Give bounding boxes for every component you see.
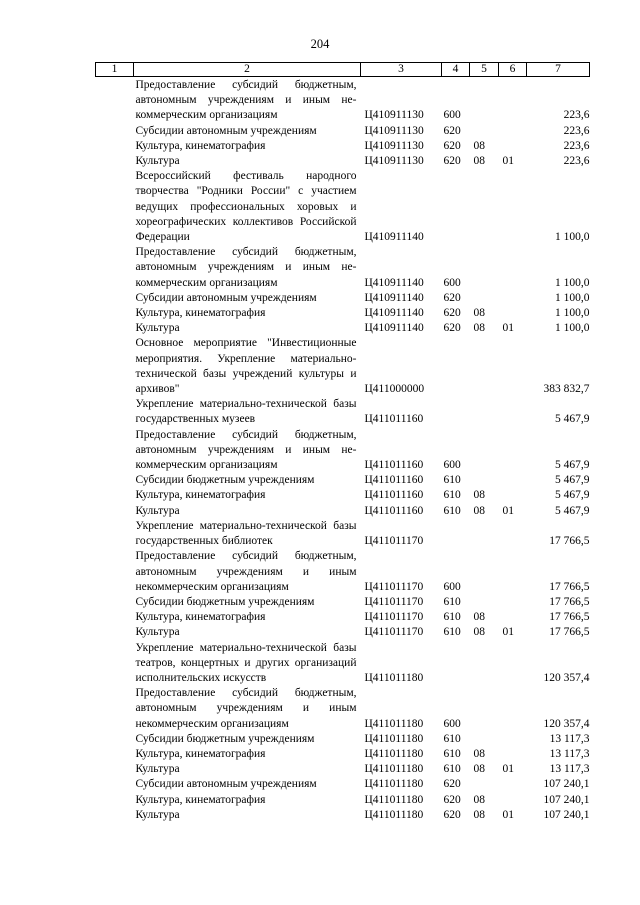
cell-pr (499, 732, 527, 747)
cell-rz: 08 (473, 504, 485, 517)
cell-kvr: 620 (443, 778, 461, 791)
cell-empty (96, 306, 134, 321)
cell-name: Предоставление субсидий бюджетным, автономным учреждениям и иным некоммерческим организациям (135, 687, 357, 730)
cell-sum: 5 467,9 (555, 474, 590, 487)
table-row (96, 124, 590, 139)
cell-code: Ц411011170 (364, 626, 424, 639)
cell-kvr (442, 519, 470, 549)
cell-pr (499, 139, 527, 154)
cell-rz (470, 77, 499, 124)
cell-rz: 08 (473, 489, 485, 502)
cell-kvr: 600 (443, 109, 461, 122)
cell-sum: 5 467,9 (555, 489, 590, 502)
cell-pr (499, 686, 527, 732)
table-row (96, 808, 590, 823)
cell-empty (96, 139, 134, 154)
cell-kvr: 620 (443, 322, 461, 335)
cell-sum: 107 240,1 (543, 793, 590, 806)
cell-sum: 17 766,5 (549, 580, 590, 593)
table-row (96, 336, 590, 397)
cell-sum: 13 117,3 (549, 763, 590, 776)
cell-kvr: 610 (443, 489, 461, 502)
cell-name: Укрепление материально-технической базы театров, концертных и других организаций исполнительских искусств (135, 641, 357, 684)
cell-pr (499, 291, 527, 306)
table-row (96, 504, 590, 519)
cell-empty (96, 519, 134, 549)
cell-name: Предоставление субсидий бюджетным, автономным учреждениям и иным не-коммерческим организациям (135, 428, 357, 472)
table-row (96, 245, 590, 291)
cell-name: Культура, кинематография (135, 489, 266, 502)
cell-rz: 08 (473, 793, 485, 806)
cell-kvr (442, 169, 470, 245)
cell-kvr: 610 (443, 611, 461, 624)
cell-pr (499, 519, 527, 549)
cell-name: Культура, кинематография (135, 747, 266, 760)
cell-name: Предоставление субсидий бюджетным, автономным учреждениям и иным некоммерческим организациям (135, 550, 357, 593)
cell-code: Ц411011170 (364, 535, 424, 548)
cell-name: Культура (135, 504, 180, 517)
cell-kvr: 620 (443, 307, 461, 320)
cell-empty (96, 154, 134, 169)
cell-name: Основное мероприятие "Инвестиционные мероприятия. Укрепление материально-технической базы учреждений культуры и архивов" (135, 337, 357, 396)
cell-sum: 5 467,9 (555, 504, 590, 517)
cell-kvr: 610 (443, 504, 461, 517)
table-row (96, 321, 590, 336)
cell-kvr: 620 (443, 808, 461, 821)
page-number: 204 (310, 37, 330, 51)
column-header-2: 2 (134, 63, 361, 77)
cell-rz: 08 (473, 155, 485, 168)
cell-kvr (442, 397, 470, 427)
cell-pr (499, 245, 527, 291)
cell-kvr: 610 (443, 626, 461, 639)
cell-empty (96, 549, 134, 595)
table-row (96, 777, 590, 792)
header-row (96, 63, 590, 77)
cell-empty (96, 473, 134, 488)
cell-rz: 08 (473, 808, 485, 821)
table-row (96, 549, 590, 595)
cell-name: Предоставление субсидий бюджетным, автономным учреждениям и иным не-коммерческим организациям (135, 246, 357, 289)
cell-empty (96, 397, 134, 427)
cell-pr (499, 747, 527, 762)
cell-rz (470, 336, 499, 397)
table-row (96, 473, 590, 488)
cell-code: Ц410911140 (364, 231, 424, 244)
cell-pr (499, 610, 527, 625)
cell-rz (470, 549, 499, 595)
cell-kvr: 620 (443, 139, 461, 152)
cell-rz (470, 519, 499, 549)
cell-code: Ц410911130 (364, 109, 424, 122)
table-row (96, 641, 590, 687)
cell-name: Культура (135, 808, 180, 821)
cell-pr: 01 (502, 322, 514, 335)
budget-table (95, 62, 590, 823)
cell-empty (96, 77, 134, 124)
cell-rz: 08 (473, 307, 485, 320)
cell-code: Ц411011160 (364, 489, 424, 502)
table-row (96, 169, 590, 245)
cell-name: Укрепление материально-технической базы государственных музеев (135, 398, 357, 426)
cell-empty (96, 625, 134, 640)
cell-rz: 08 (473, 139, 485, 152)
cell-pr (499, 428, 527, 474)
cell-code: Ц411011180 (364, 717, 424, 730)
table-row (96, 610, 590, 625)
table-row (96, 747, 590, 762)
cell-empty (96, 777, 134, 792)
cell-pr (499, 124, 527, 139)
cell-code: Ц411011180 (364, 763, 424, 776)
cell-code: Ц410911130 (364, 139, 424, 152)
cell-pr (499, 488, 527, 503)
cell-kvr: 620 (443, 124, 461, 137)
cell-pr (499, 473, 527, 488)
cell-code: Ц411011170 (364, 595, 424, 608)
cell-pr (499, 336, 527, 397)
cell-kvr: 600 (443, 276, 461, 289)
cell-code: Ц411011180 (364, 793, 424, 806)
cell-empty (96, 793, 134, 808)
cell-name: Культура (135, 626, 180, 639)
cell-empty (96, 686, 134, 732)
cell-pr: 01 (502, 504, 514, 517)
table-row (96, 488, 590, 503)
cell-empty (96, 641, 134, 687)
cell-code: Ц411011160 (364, 413, 424, 426)
cell-code: Ц410911130 (364, 155, 424, 168)
cell-sum: 17 766,5 (549, 535, 590, 548)
cell-kvr: 620 (443, 291, 461, 304)
cell-sum: 1 100,0 (555, 291, 590, 304)
cell-sum: 1 100,0 (555, 276, 590, 289)
column-header-1: 1 (96, 63, 134, 77)
cell-sum: 120 357,4 (543, 717, 590, 730)
cell-name: Культура, кинематография (135, 793, 266, 806)
cell-sum: 223,6 (563, 139, 590, 152)
cell-name: Предоставление субсидий бюджетным, автономным учреждениям и иным не-коммерческим организациям (135, 79, 357, 122)
table-row (96, 139, 590, 154)
table-row (96, 625, 590, 640)
cell-empty (96, 245, 134, 291)
cell-name: Субсидии бюджетным учреждениям (135, 595, 315, 608)
cell-kvr: 610 (443, 595, 461, 608)
cell-kvr: 610 (443, 747, 461, 760)
cell-kvr: 610 (443, 763, 461, 776)
cell-rz (470, 397, 499, 427)
cell-name: Культура (135, 322, 180, 335)
cell-sum: 5 467,9 (555, 413, 590, 426)
cell-code: Ц411011180 (364, 671, 424, 684)
cell-empty (96, 488, 134, 503)
cell-pr (499, 397, 527, 427)
cell-rz: 08 (473, 611, 485, 624)
cell-kvr (442, 336, 470, 397)
cell-empty (96, 762, 134, 777)
cell-sum: 107 240,1 (543, 778, 590, 791)
cell-rz (470, 777, 499, 792)
cell-rz (470, 686, 499, 732)
table-row (96, 397, 590, 427)
cell-rz (470, 291, 499, 306)
cell-empty (96, 595, 134, 610)
cell-empty (96, 291, 134, 306)
cell-name: Укрепление материально-технической базы государственных библиотек (135, 519, 357, 548)
cell-kvr: 620 (443, 793, 461, 806)
cell-kvr: 600 (443, 717, 461, 730)
cell-sum: 1 100,0 (555, 231, 590, 244)
cell-pr (499, 793, 527, 808)
cell-sum: 5 467,9 (555, 459, 590, 472)
cell-sum: 1 100,0 (555, 322, 590, 335)
cell-sum: 17 766,5 (549, 595, 590, 608)
cell-code: Ц411011160 (364, 459, 424, 472)
cell-code: Ц411011170 (364, 611, 424, 624)
cell-code: Ц410911140 (364, 322, 424, 335)
cell-sum: 13 117,3 (549, 732, 590, 745)
cell-empty (96, 504, 134, 519)
cell-empty (96, 321, 134, 336)
cell-sum: 383 832,7 (543, 383, 590, 396)
cell-name: Субсидии автономным учреждениям (135, 291, 317, 304)
cell-kvr (442, 641, 470, 687)
cell-sum: 1 100,0 (555, 307, 590, 320)
cell-pr: 01 (502, 626, 514, 639)
cell-pr (499, 169, 527, 245)
cell-empty (96, 169, 134, 245)
column-header-5: 5 (470, 63, 499, 77)
column-header-4: 4 (442, 63, 470, 77)
cell-sum: 13 117,3 (549, 747, 590, 760)
cell-pr (499, 777, 527, 792)
cell-sum: 17 766,5 (549, 626, 590, 639)
cell-pr (499, 595, 527, 610)
cell-name: Субсидии автономным учреждениям (135, 778, 317, 791)
cell-rz (470, 428, 499, 474)
cell-rz (470, 641, 499, 687)
cell-code: Ц411011180 (364, 808, 424, 821)
cell-kvr: 610 (443, 474, 461, 487)
cell-code: Ц410911140 (364, 307, 424, 320)
cell-sum: 223,6 (563, 124, 590, 137)
cell-kvr: 610 (443, 732, 461, 745)
cell-kvr: 620 (443, 155, 461, 168)
cell-name: Всероссийский фестиваль народного творчества "Родники России" с участием ведущих профессиональных хоровых и хореографических коллективов Российской Федерации (135, 170, 357, 244)
cell-name: Культура, кинематография (135, 611, 266, 624)
cell-pr: 01 (502, 763, 514, 776)
cell-name: Субсидии бюджетным учреждениям (135, 474, 315, 487)
cell-name: Культура, кинематография (135, 307, 266, 320)
cell-empty (96, 336, 134, 397)
cell-pr (499, 641, 527, 687)
cell-empty (96, 747, 134, 762)
cell-rz (470, 124, 499, 139)
cell-name: Культура (135, 155, 180, 168)
cell-code: Ц411011180 (364, 778, 424, 791)
table-row (96, 793, 590, 808)
table-row (96, 291, 590, 306)
cell-code: Ц411011160 (364, 504, 424, 517)
cell-name: Субсидии автономным учреждениям (135, 124, 317, 137)
cell-rz: 08 (473, 763, 485, 776)
cell-kvr: 600 (443, 459, 461, 472)
cell-rz: 08 (473, 747, 485, 760)
table-row (96, 762, 590, 777)
cell-empty (96, 732, 134, 747)
cell-sum: 107 240,1 (543, 808, 590, 821)
table-row (96, 732, 590, 747)
cell-rz (470, 473, 499, 488)
cell-kvr: 600 (443, 580, 461, 593)
cell-pr (499, 306, 527, 321)
cell-name: Культура, кинематография (135, 139, 266, 152)
cell-empty (96, 428, 134, 474)
cell-sum: 223,6 (563, 155, 590, 168)
column-header-6: 6 (499, 63, 527, 77)
table-row (96, 686, 590, 732)
cell-code: Ц411011170 (364, 580, 424, 593)
table-row (96, 77, 590, 124)
cell-pr: 01 (502, 155, 514, 168)
table-row (96, 154, 590, 169)
cell-rz: 08 (473, 322, 485, 335)
table-row (96, 428, 590, 474)
cell-rz (470, 245, 499, 291)
table-row (96, 519, 590, 549)
cell-pr: 01 (502, 808, 514, 821)
table-row (96, 306, 590, 321)
cell-code: Ц411011180 (364, 732, 424, 745)
cell-code: Ц410911140 (364, 291, 424, 304)
cell-code: Ц411011160 (364, 474, 424, 487)
column-header-3: 3 (361, 63, 442, 77)
cell-empty (96, 124, 134, 139)
column-header-7: 7 (527, 63, 590, 77)
cell-empty (96, 610, 134, 625)
table-header (96, 63, 590, 77)
cell-code: Ц411000000 (364, 383, 425, 396)
cell-sum: 17 766,5 (549, 611, 590, 624)
cell-sum: 120 357,4 (543, 671, 590, 684)
table-row (96, 595, 590, 610)
cell-pr (499, 77, 527, 124)
cell-code: Ц410911140 (364, 276, 424, 289)
cell-rz (470, 169, 499, 245)
cell-pr (499, 549, 527, 595)
table-body (96, 77, 590, 823)
cell-sum: 223,6 (563, 109, 590, 122)
cell-empty (96, 808, 134, 823)
cell-rz (470, 595, 499, 610)
cell-code: Ц411011180 (364, 747, 424, 760)
cell-name: Культура (135, 763, 180, 776)
cell-rz (470, 732, 499, 747)
cell-rz: 08 (473, 626, 485, 639)
cell-code: Ц410911130 (364, 124, 424, 137)
cell-name: Субсидии бюджетным учреждениям (135, 732, 315, 745)
